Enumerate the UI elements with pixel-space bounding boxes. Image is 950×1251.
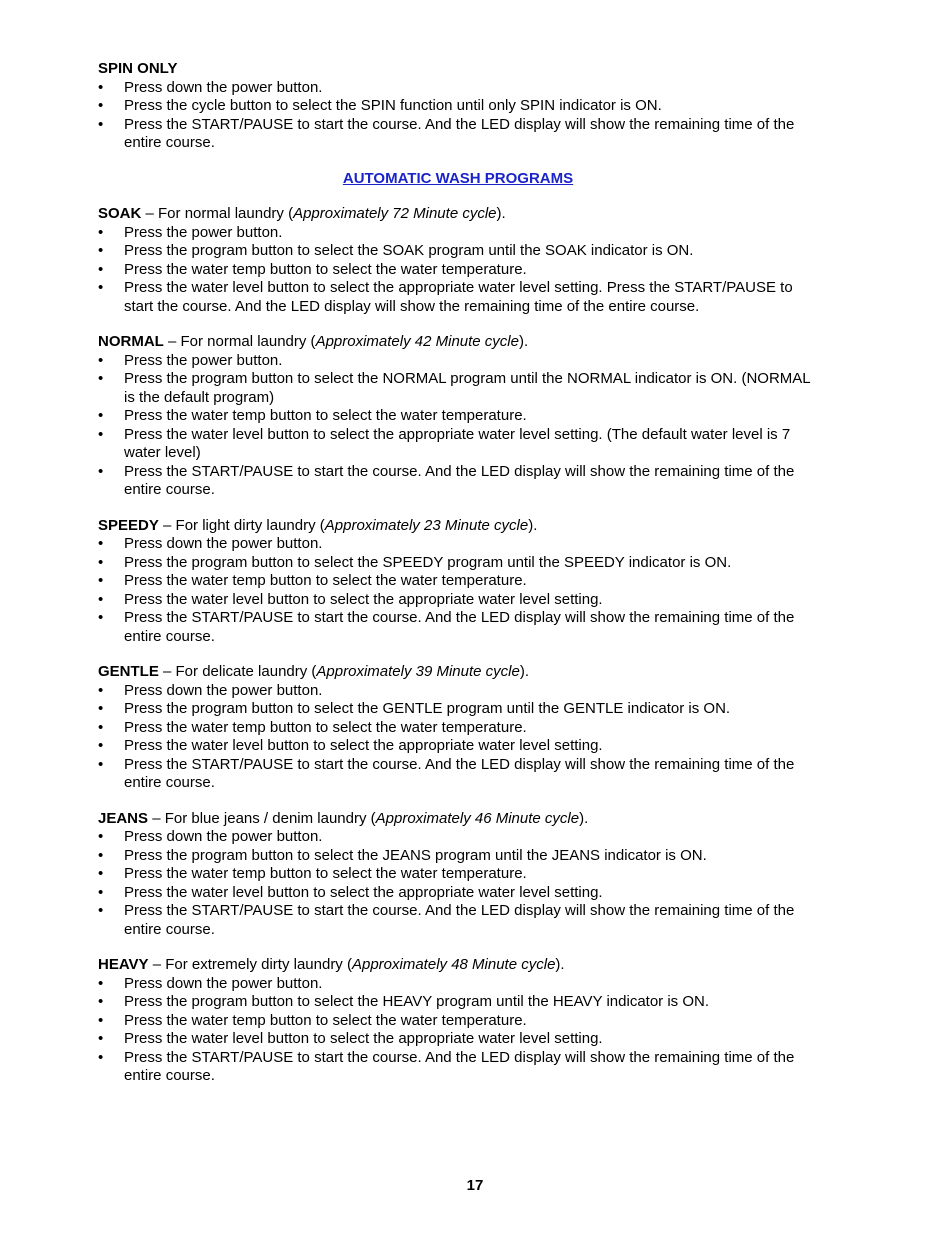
list-item: • Press the water temp button to select the water temperature. bbox=[98, 572, 818, 591]
list-item: • Press the START/PAUSE to start the course. And the LED display will show the remaining time of the entire course. bbox=[98, 902, 818, 939]
program-list bbox=[98, 205, 818, 1086]
list-item: • Press down the power button. bbox=[98, 535, 818, 554]
program-steps bbox=[98, 975, 818, 1086]
list-item: • Press the program button to select the SOAK program until the SOAK indicator is ON. bbox=[98, 242, 818, 261]
list-item: • Press the water level button to select the appropriate water level setting. bbox=[98, 591, 818, 610]
list-item: • Press the water level button to select the appropriate water level setting. Press the START/PAUSE to start the course. And the LED display will show the remaining time of the entire course. bbox=[98, 279, 818, 316]
program-heading bbox=[98, 205, 818, 224]
program-heading-tail: ). bbox=[555, 956, 565, 973]
list-item: • Press the water level button to select the appropriate water level setting. bbox=[98, 884, 818, 903]
banner-heading: AUTOMATIC WASH PROGRAMS bbox=[342, 169, 574, 187]
program-heading bbox=[98, 517, 818, 536]
program-name: GENTLE bbox=[98, 663, 159, 680]
program-cycle-time: Approximately 39 Minute cycle bbox=[316, 663, 520, 680]
program-section-normal bbox=[98, 333, 818, 500]
list-item: • Press the program button to select the JEANS program until the JEANS indicator is ON. bbox=[98, 847, 818, 866]
page-number: 17 bbox=[466, 1177, 484, 1194]
list-item: • Press the START/PAUSE to start the course. And the LED display will show the remaining time of the entire course. bbox=[98, 463, 818, 500]
list-item: • Press the START/PAUSE to start the course. And the LED display will show the remaining time of the entire course. bbox=[98, 116, 818, 153]
program-description: – For normal laundry ( bbox=[163, 333, 316, 350]
list-item: • Press the power button. bbox=[98, 224, 818, 243]
list-item: • Press the water level button to select the appropriate water level setting. (The default water level is 7 water level) bbox=[98, 426, 818, 463]
program-name: SOAK bbox=[98, 205, 142, 222]
program-heading-tail: ). bbox=[519, 663, 530, 680]
program-heading bbox=[98, 810, 818, 829]
list-item: • Press the water temp button to select the water temperature. bbox=[98, 719, 818, 738]
spin-only-steps bbox=[98, 79, 818, 153]
spin-only-title: SPIN ONLY bbox=[98, 60, 178, 77]
program-name: SPEEDY bbox=[98, 516, 159, 534]
list-item: • Press the cycle button to select the SPIN function until only SPIN indicator is ON. bbox=[98, 97, 818, 116]
program-heading-tail: ). bbox=[528, 516, 538, 534]
list-item: • Press the program button to select the NORMAL program until the NORMAL indicator is ON. (NORMAL is the default program) bbox=[98, 370, 818, 407]
section-banner bbox=[98, 170, 818, 189]
program-heading-tail: ). bbox=[579, 809, 589, 827]
list-item: • Press the water temp button to select the water temperature. bbox=[98, 261, 818, 280]
program-heading-tail: ). bbox=[496, 205, 506, 222]
program-cycle-time: Approximately 42 Minute cycle bbox=[315, 333, 519, 350]
program-name: HEAVY bbox=[98, 956, 149, 973]
list-item: • Press down the power button. bbox=[98, 975, 818, 994]
list-item: • Press the program button to select the HEAVY program until the HEAVY indicator is ON. bbox=[98, 993, 818, 1012]
list-item: • Press down the power button. bbox=[98, 682, 818, 701]
list-item: • Press the water level button to select the appropriate water level setting. bbox=[98, 737, 818, 756]
list-item: • Press the water temp button to select the water temperature. bbox=[98, 1012, 818, 1031]
program-cycle-time: Approximately 46 Minute cycle bbox=[375, 809, 580, 827]
list-item: • Press the power button. bbox=[98, 352, 818, 371]
list-item: • Press the water temp button to select the water temperature. bbox=[98, 865, 818, 884]
program-section-gentle bbox=[98, 663, 818, 793]
program-section-jeans bbox=[98, 810, 818, 940]
program-description: – For blue jeans / denim laundry ( bbox=[148, 809, 376, 827]
program-steps bbox=[98, 535, 818, 646]
program-description: – For delicate laundry ( bbox=[158, 663, 317, 680]
list-item: • Press down the power button. bbox=[98, 79, 818, 98]
program-cycle-time: Approximately 23 Minute cycle bbox=[324, 516, 529, 534]
list-item: • Press down the power button. bbox=[98, 828, 818, 847]
program-section-speedy bbox=[98, 517, 818, 647]
list-item: • Press the START/PAUSE to start the course. And the LED display will show the remaining time of the entire course. bbox=[98, 756, 818, 793]
program-section-soak bbox=[98, 205, 818, 316]
program-steps bbox=[98, 828, 818, 939]
program-heading bbox=[98, 333, 818, 352]
list-item: • Press the program button to select the GENTLE program until the GENTLE indicator is ON. bbox=[98, 700, 818, 719]
program-heading-tail: ). bbox=[519, 333, 529, 350]
program-steps bbox=[98, 352, 818, 500]
spin-only-section bbox=[98, 60, 818, 153]
program-description: – For extremely dirty laundry ( bbox=[148, 956, 352, 973]
list-item: • Press the water temp button to select the water temperature. bbox=[98, 407, 818, 426]
program-cycle-time: Approximately 72 Minute cycle bbox=[293, 205, 497, 222]
program-heading bbox=[98, 956, 818, 975]
list-item: • Press the program button to select the SPEEDY program until the SPEEDY indicator is ON. bbox=[98, 554, 818, 573]
program-description: – For normal laundry ( bbox=[141, 205, 294, 222]
program-heading bbox=[98, 663, 818, 682]
program-section-heavy bbox=[98, 956, 818, 1086]
list-item: • Press the START/PAUSE to start the course. And the LED display will show the remaining time of the entire course. bbox=[98, 609, 818, 646]
list-item: • Press the START/PAUSE to start the course. And the LED display will show the remaining time of the entire course. bbox=[98, 1049, 818, 1086]
program-name: NORMAL bbox=[98, 333, 164, 350]
program-steps bbox=[98, 224, 818, 317]
program-steps bbox=[98, 682, 818, 793]
program-description: – For light dirty laundry ( bbox=[158, 516, 325, 534]
document-page bbox=[98, 60, 818, 1103]
list-item: • Press the water level button to select the appropriate water level setting. bbox=[98, 1030, 818, 1049]
program-name: JEANS bbox=[98, 809, 149, 827]
program-cycle-time: Approximately 48 Minute cycle bbox=[351, 956, 556, 973]
